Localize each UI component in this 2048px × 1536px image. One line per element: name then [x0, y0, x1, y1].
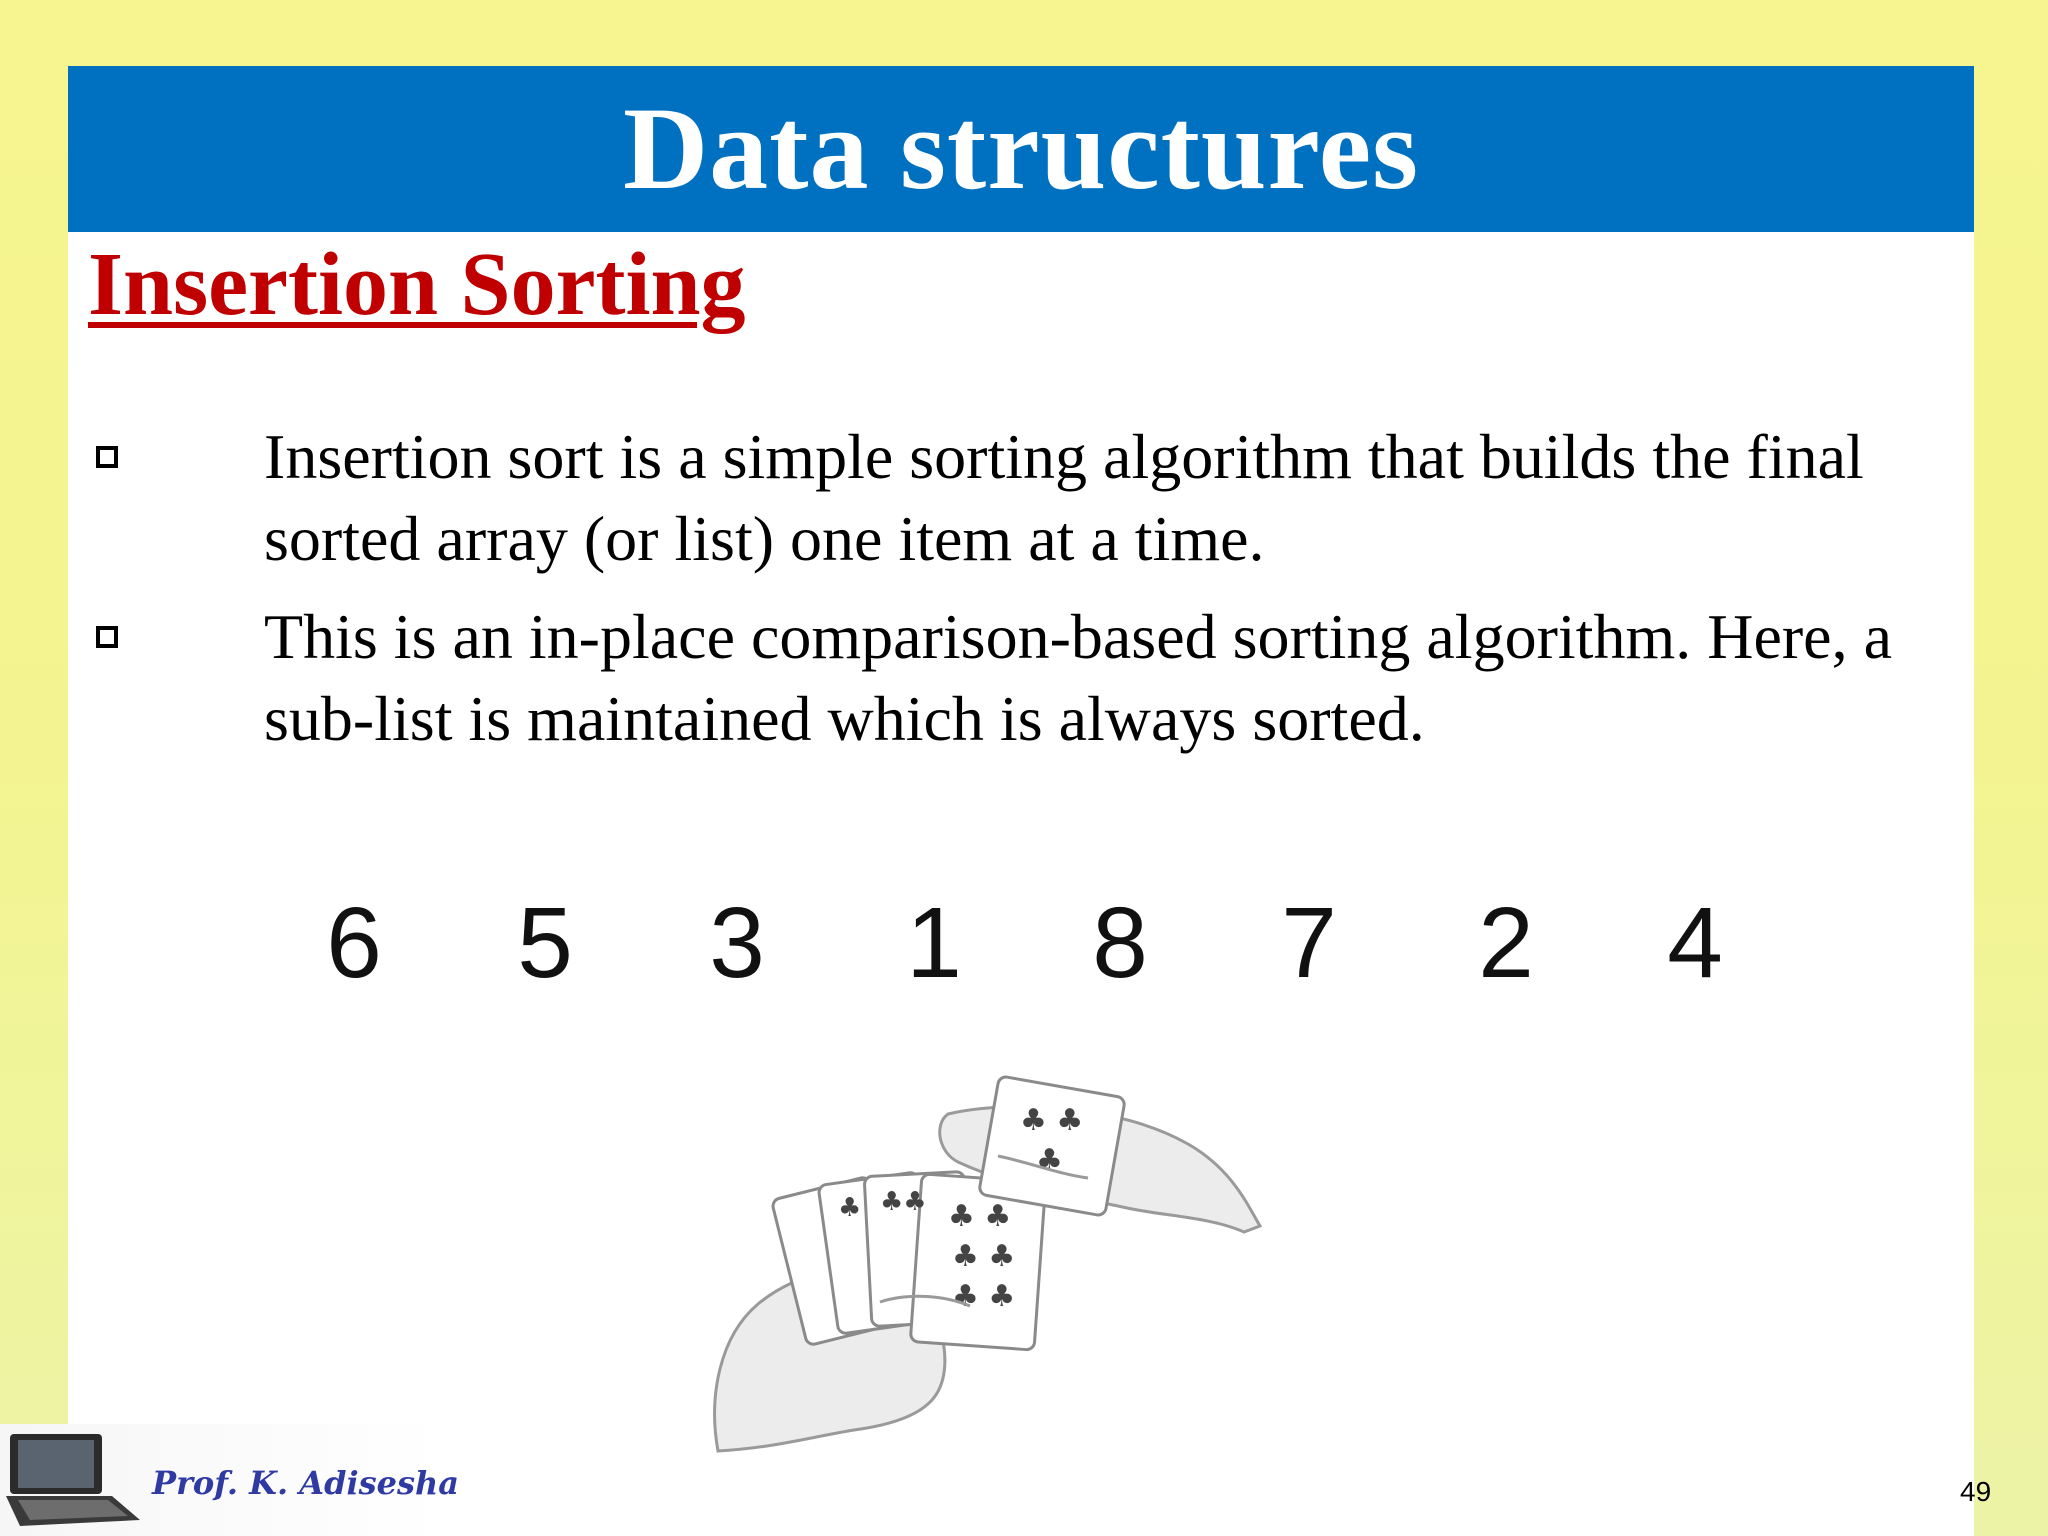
sequence-number: 1 — [906, 887, 962, 999]
svg-text:♣ ♣: ♣ ♣ — [952, 1279, 1016, 1314]
bullet-item — [88, 416, 1938, 580]
footer-logo — [0, 1424, 460, 1536]
sequence-number: 4 — [1667, 887, 1723, 999]
svg-text:♣ ♣: ♣ ♣ — [948, 1199, 1012, 1234]
sequence-number: 7 — [1281, 887, 1337, 999]
bullet-text: Insertion sort is a simple sorting algorithm that builds the final sorted array (or list) one item at a time. — [264, 421, 1864, 574]
sequence-number: 5 — [517, 887, 573, 999]
number-sequence — [68, 888, 1974, 998]
svg-text:♣ ♣: ♣ ♣ — [1020, 1103, 1084, 1138]
laptop-icon — [0, 1428, 148, 1532]
slide-subtitle: Insertion Sorting — [88, 235, 746, 334]
card-hands-illustration — [648, 1066, 1308, 1466]
sequence-number: 2 — [1478, 887, 1534, 999]
page-number: 49 — [1960, 1476, 1992, 1507]
sequence-number: 6 — [326, 887, 382, 999]
title-bar — [68, 66, 1974, 232]
svg-text:♣: ♣ — [1036, 1143, 1063, 1178]
sequence-number: 3 — [709, 887, 765, 999]
slide-title: Data structures — [622, 83, 1420, 214]
bullet-text: This is an in-place comparison-based sorting algorithm. Here, a sub-list is maintained which is always sorted. — [264, 601, 1892, 754]
square-bullet-icon — [96, 446, 118, 468]
square-bullet-icon — [96, 626, 118, 648]
svg-text:♣: ♣ — [838, 1193, 862, 1223]
slide — [68, 66, 1992, 1536]
bullet-list — [88, 416, 1938, 776]
moving-card — [979, 1076, 1126, 1216]
svg-text:♣♣: ♣♣ — [880, 1187, 927, 1217]
bullet-item — [88, 596, 1938, 760]
svg-text:♣ ♣: ♣ ♣ — [952, 1239, 1016, 1274]
author-signature: Prof. K. Adisesha — [152, 1464, 460, 1502]
sequence-number: 8 — [1092, 887, 1148, 999]
